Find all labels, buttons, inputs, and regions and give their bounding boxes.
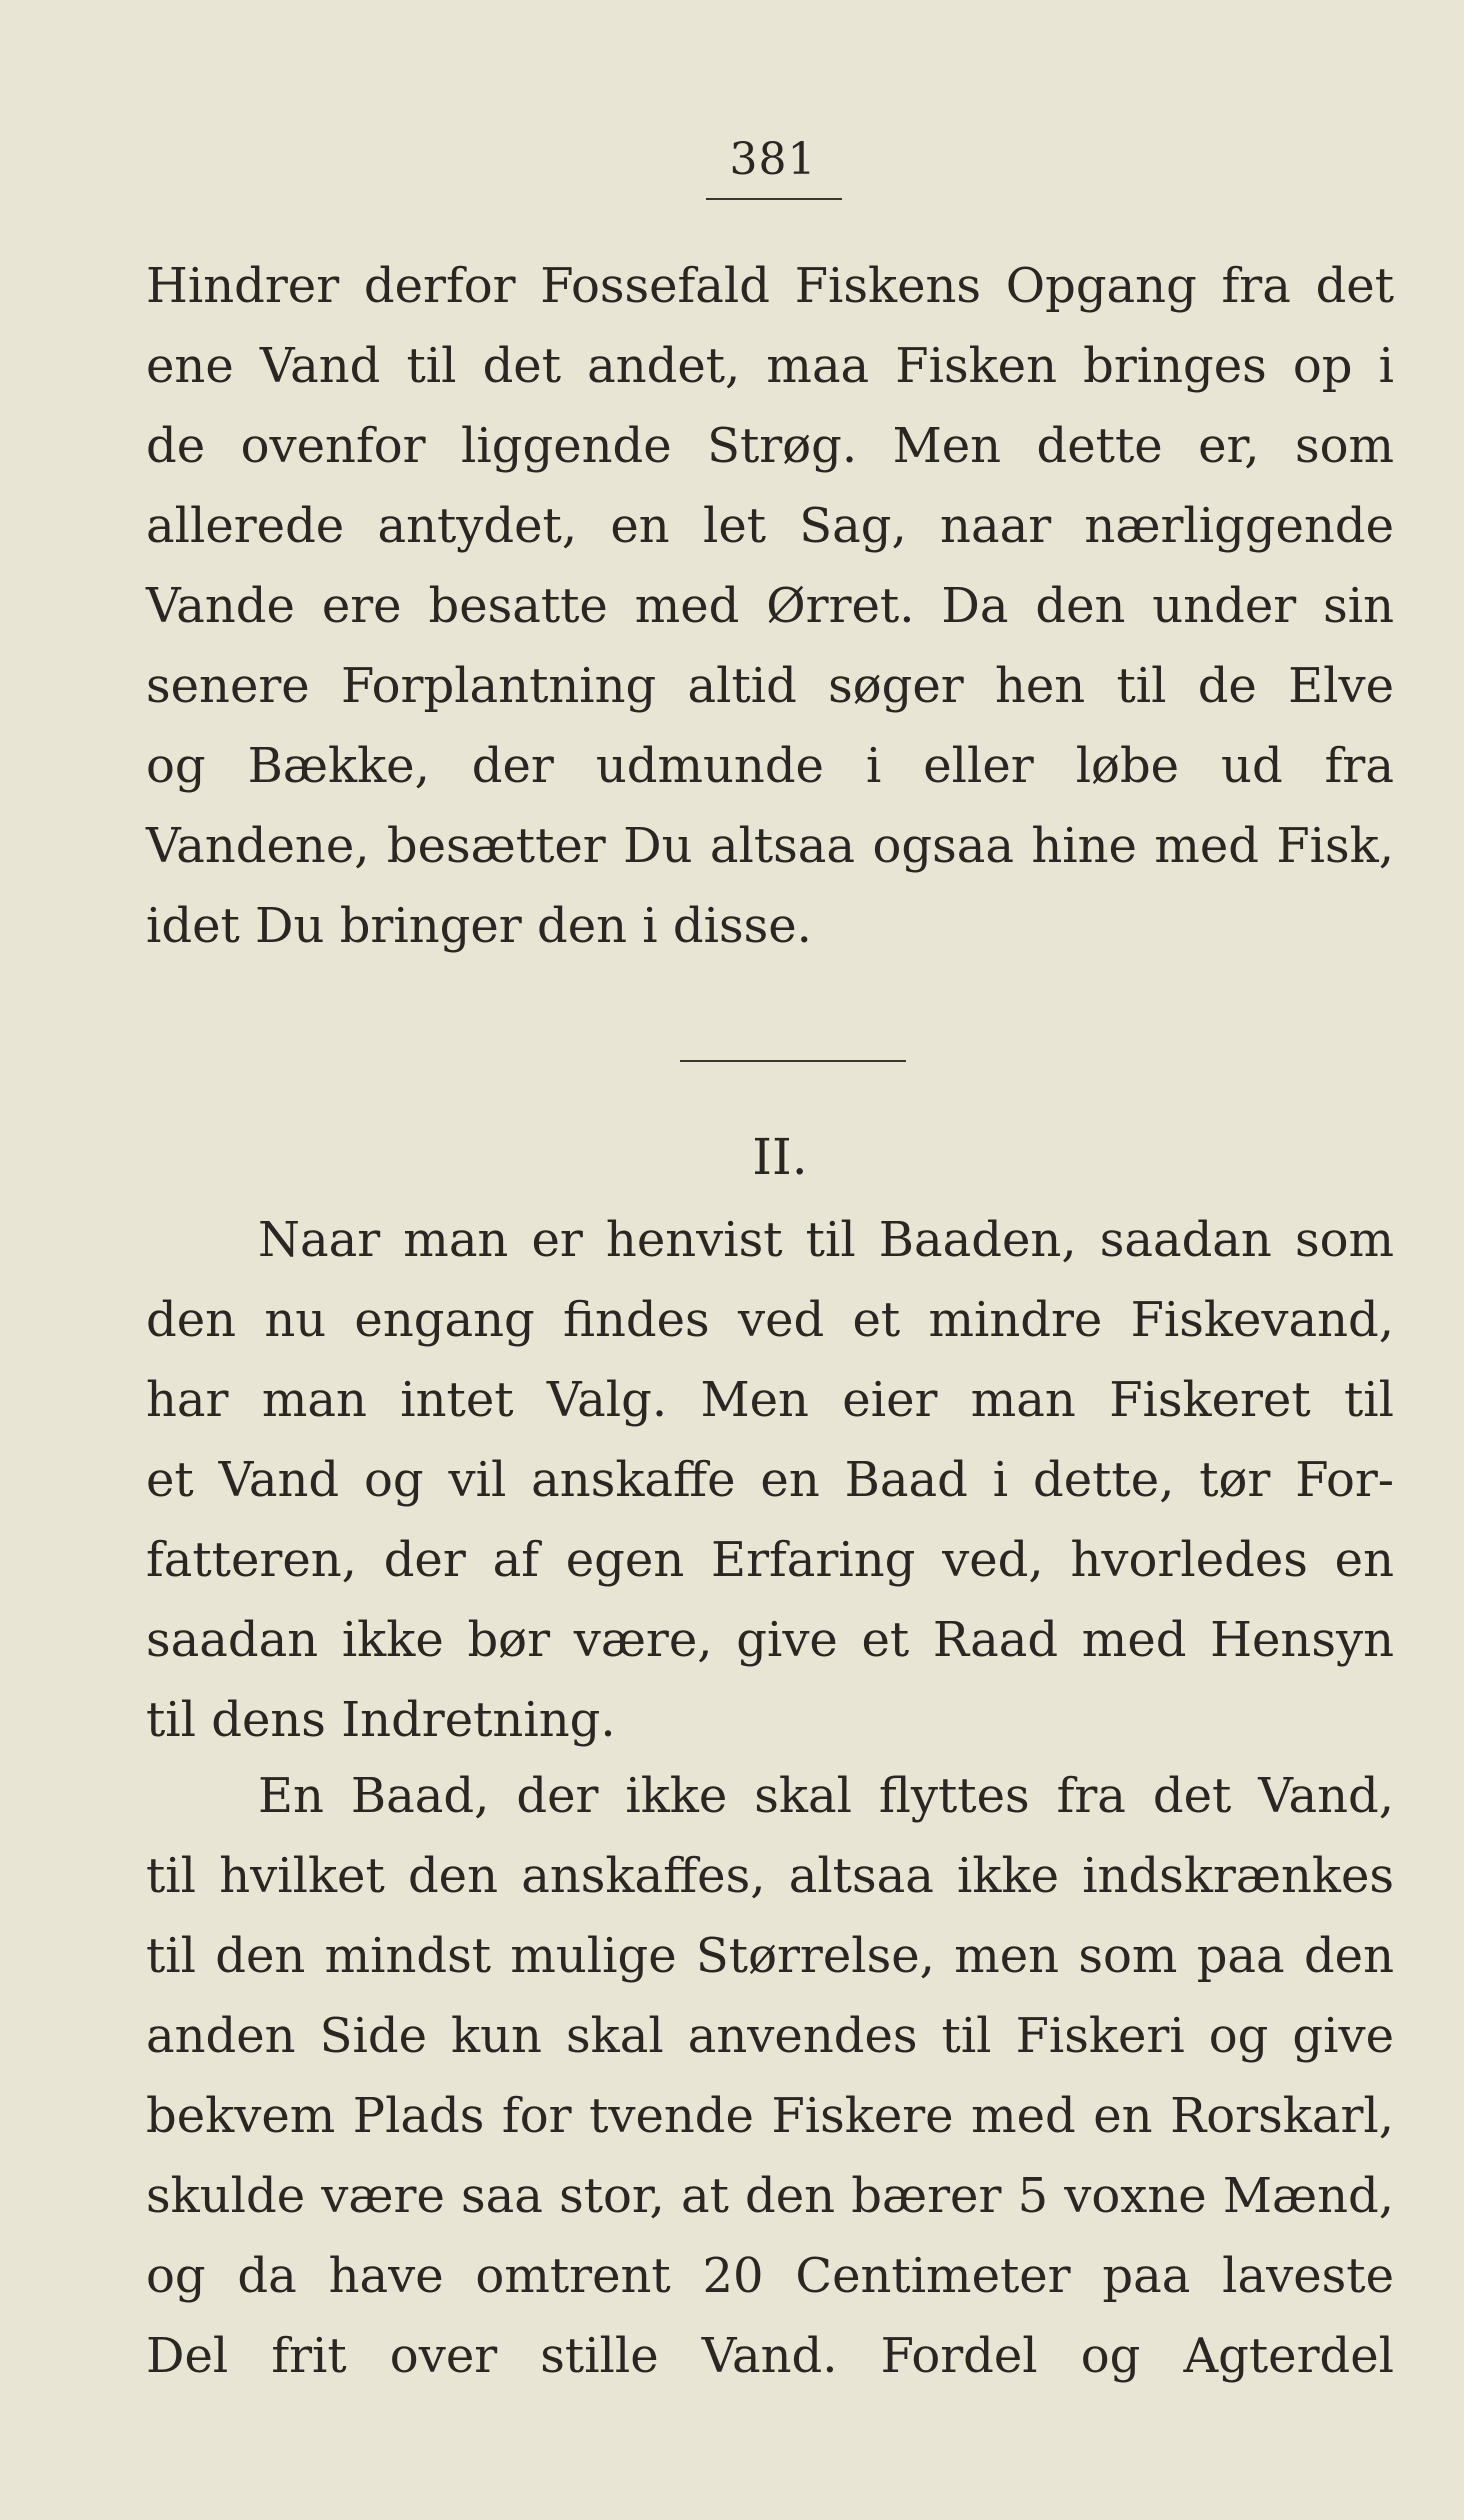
paragraph-3 bbox=[146, 1756, 1394, 2396]
text-line: fatteren, der af egen Erfaring ved, hvorledes en bbox=[146, 1532, 1394, 1588]
text-line: idet Du bringer den i disse. bbox=[146, 898, 812, 954]
text-line: og da have omtrent 20 Centimeter paa laveste bbox=[146, 2248, 1394, 2304]
text-line: har man intet Valg. Men eier man Fiskeret til bbox=[146, 1372, 1394, 1428]
paragraph-1 bbox=[146, 246, 1394, 966]
text-line: til hvilket den anskaffes, altsaa ikke indskrænkes bbox=[146, 1848, 1394, 1904]
page-number-rule bbox=[706, 198, 842, 200]
page-number: 381 bbox=[729, 134, 817, 185]
text-line: et Vand og vil anskaffe en Baad i dette, tør For- bbox=[146, 1452, 1394, 1508]
paragraph-2 bbox=[146, 1200, 1394, 1760]
text-line: skulde være saa stor, at den bærer 5 voxne Mænd, bbox=[146, 2168, 1394, 2224]
text-line: ene Vand til det andet, maa Fisken bringes op i bbox=[146, 338, 1394, 394]
text-line: de ovenfor liggende Strøg. Men dette er, som bbox=[146, 418, 1394, 474]
text-line: til dens Indretning. bbox=[146, 1692, 616, 1748]
text-line: Del frit over stille Vand. Fordel og Agterdel bbox=[146, 2328, 1394, 2384]
text-line: bekvem Plads for tvende Fiskere med en Rorskarl, bbox=[146, 2088, 1394, 2144]
text-line: Naar man er henvist til Baaden, saadan som bbox=[258, 1212, 1394, 1268]
section-heading: II. bbox=[752, 1128, 808, 1186]
text-line: Vande ere besatte med Ørret. Da den under sin bbox=[146, 578, 1394, 634]
text-line: saadan ikke bør være, give et Raad med Hensyn bbox=[146, 1612, 1394, 1668]
text-line: og Bække, der udmunde i eller løbe ud fra bbox=[146, 738, 1394, 794]
text-line: En Baad, der ikke skal flyttes fra det Vand, bbox=[258, 1768, 1394, 1824]
text-line: anden Side kun skal anvendes til Fiskeri og give bbox=[146, 2008, 1394, 2064]
text-line: allerede antydet, en let Sag, naar nærliggende bbox=[146, 498, 1394, 554]
text-line: Vandene, besætter Du altsaa ogsaa hine med Fisk, bbox=[146, 818, 1394, 874]
section-divider bbox=[680, 1060, 906, 1062]
text-line: Hindrer derfor Fossefald Fiskens Opgang fra det bbox=[146, 258, 1394, 314]
text-line: til den mindst mulige Størrelse, men som paa den bbox=[146, 1928, 1394, 1984]
text-line: den nu engang findes ved et mindre Fiskevand, bbox=[146, 1292, 1394, 1348]
text-line: senere Forplantning altid søger hen til de Elve bbox=[146, 658, 1394, 714]
